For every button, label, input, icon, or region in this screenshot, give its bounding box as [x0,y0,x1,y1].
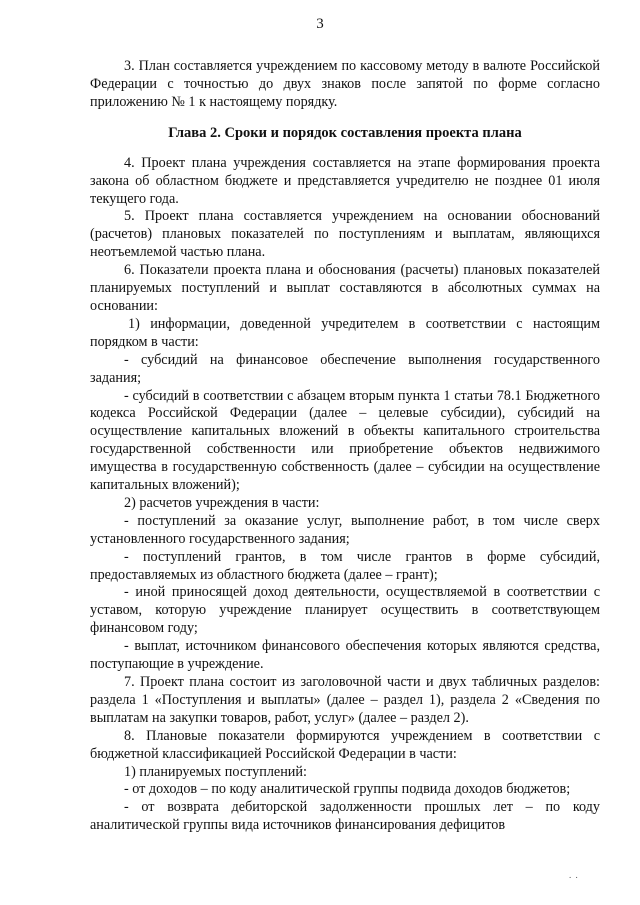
chapter-heading: Глава 2. Сроки и порядок составления проекта плана [168,124,522,141]
list-subitem: - иной приносящей доход деятельности, осуществляемой в соответствии с уставом, которую учреждение планирует осуществить в соответствующем финансовом году; [90,584,600,637]
list-subitem: - от возврата дебиторской задолженности прошлых лет – по коду аналитической группы вида источников финансирования дефицитов [90,799,600,834]
list-subitem: - от доходов – по коду аналитической группы подвида доходов бюджетов; [124,781,571,798]
scan-mark: . . [569,870,579,880]
list-item-2: 2) расчетов учреждения в части: [124,494,320,511]
list-subitem: - поступлений грантов, в том числе грантов в форме субсидий, предоставляемых из областного бюджета (далее – грант); [90,548,600,583]
list-item-1: 1) информации, доведенной учредителем в соответствии с настоящим порядком в части: [90,315,600,350]
paragraph-7: 7. Проект плана состоит из заголовочной части и двух табличных разделов: раздела 1 «Поступления и выплаты» (далее – раздел 1), раздела 2 «Сведения по выплатам на закупки товаров, работ, услуг» (далее – раздел 2). [90,674,600,726]
list-item-1: 1) планируемых поступлений: [124,763,307,780]
paragraph-4: 4. Проект плана учреждения составляется на этапе формирования проекта закона об областном бюджете и представляется учредителю не позднее 01 июля текущего года. [90,154,600,207]
paragraph-6: 6. Показатели проекта плана и обоснования (расчеты) плановых показателей планируемых поступлений и выплат составляются в абсолютных суммах на основании: [90,262,600,314]
page-number: 3 [316,16,324,32]
paragraph-8: 8. Плановые показатели формируются учреждением в соответствии с бюджетной классификацией Российской Федерации в части: [90,727,600,762]
list-subitem: - поступлений за оказание услуг, выполнение работ, в том числе сверх установленного государственного задания; [90,512,600,547]
paragraph-5: 5. Проект плана составляется учреждением на основании обоснований (расчетов) плановых показателей по поступлениям и выплатам, являющихся неотъемлемой частью плана. [90,208,600,261]
document-body [90,58,600,835]
list-subitem: - субсидий в соответствии с абзацем вторым пункта 1 статьи 78.1 Бюджетного кодекса Российской Федерации (далее – целевые субсидии), субсидий на осуществление капитальных вложений в объекты капитального строительства государственной собственности или приобретение объектов недвижимого имущества в государственную собственность (далее – субсидии на осуществление капитальных вложений); [90,387,600,494]
list-subitem: - выплат, источником финансового обеспечения которых являются средства, поступающие в учреждение. [90,638,600,673]
paragraph-3: 3. План составляется учреждением по кассовому методу в валюте Российской Федерации с точностью до двух знаков после запятой по форме согласно приложению № 1 к настоящему порядку. [90,58,600,110]
list-subitem: - субсидий на финансовое обеспечение выполнения государственного задания; [90,351,600,386]
